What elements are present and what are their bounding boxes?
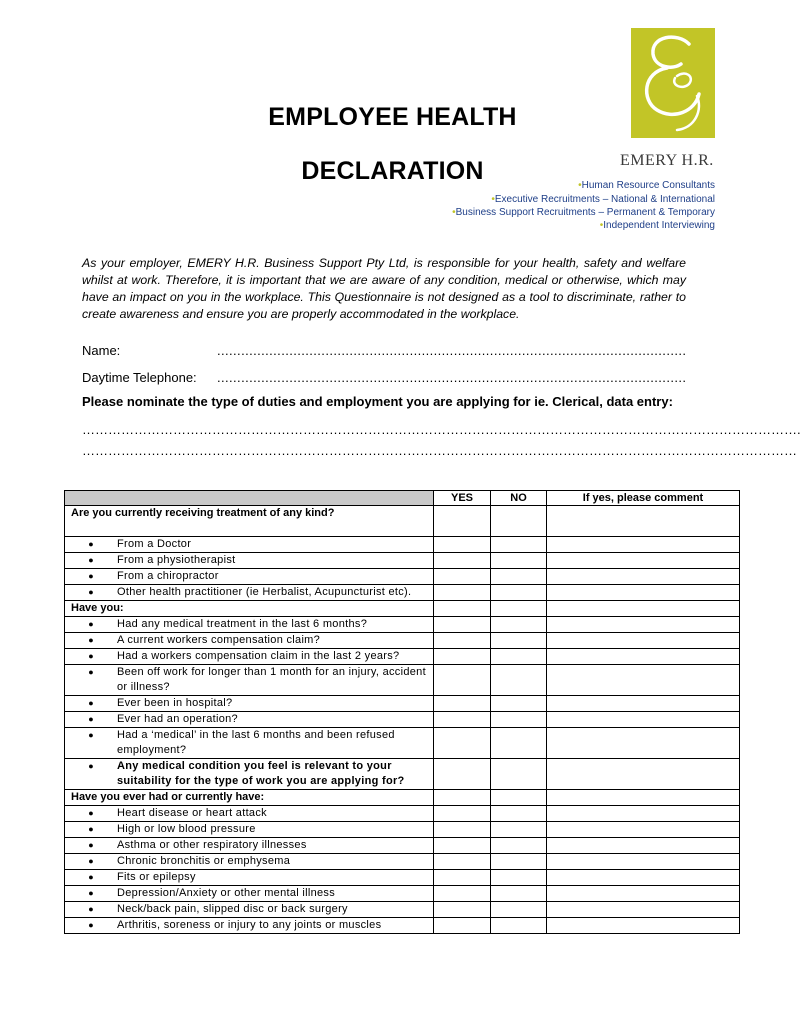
header-question <box>65 491 434 506</box>
yes-cell[interactable] <box>434 854 491 870</box>
question-text: Other health practitioner (ie Herbalist, Acupuncturist etc). <box>117 586 412 598</box>
yes-cell[interactable] <box>434 569 491 585</box>
bullet-icon: ● <box>88 920 94 930</box>
yes-cell[interactable] <box>434 822 491 838</box>
no-cell[interactable] <box>491 537 547 553</box>
comment-cell[interactable] <box>547 506 740 537</box>
no-cell[interactable] <box>491 649 547 665</box>
comment-cell[interactable] <box>547 553 740 569</box>
question-cell <box>65 696 434 712</box>
company-name: EMERY H.R. <box>620 152 714 169</box>
question-cell <box>65 712 434 728</box>
comment-cell[interactable] <box>547 790 740 806</box>
question-row <box>65 553 740 569</box>
bullet-icon: ● <box>88 587 94 597</box>
question-text: Arthritis, soreness or injury to any joints or muscles <box>117 919 382 931</box>
question-cell <box>65 506 434 537</box>
bullet-icon: ● <box>88 555 94 565</box>
header-no: NO <box>491 491 547 506</box>
bullet-icon: ● <box>88 824 94 834</box>
no-cell[interactable] <box>491 822 547 838</box>
no-cell[interactable] <box>491 838 547 854</box>
comment-cell[interactable] <box>547 806 740 822</box>
phone-field[interactable]: ..................................................................................................................... <box>217 370 687 385</box>
duties-question: Please nominate the type of duties and employment you are applying for ie. Clerical, data entry: <box>82 394 673 409</box>
yes-cell[interactable] <box>434 649 491 665</box>
question-text: Depression/Anxiety or other mental illness <box>117 887 336 899</box>
no-cell[interactable] <box>491 870 547 886</box>
comment-cell[interactable] <box>547 585 740 601</box>
bullet-icon: ● <box>88 730 94 740</box>
question-row <box>65 870 740 886</box>
bullet-icon: ● <box>88 888 94 898</box>
header-comment: If yes, please comment <box>547 491 740 506</box>
comment-cell[interactable] <box>547 759 740 790</box>
question-text: Neck/back pain, slipped disc or back surgery <box>117 903 348 915</box>
yes-cell[interactable] <box>434 712 491 728</box>
table-header-row <box>65 491 740 506</box>
question-row <box>65 537 740 553</box>
question-row <box>65 617 740 633</box>
no-cell[interactable] <box>491 585 547 601</box>
yes-cell[interactable] <box>434 506 491 537</box>
question-row <box>65 886 740 902</box>
question-text: A current workers compensation claim? <box>117 634 321 646</box>
question-text: From a physiotherapist <box>117 554 236 566</box>
question-text: Had a workers compensation claim in the last 2 years? <box>117 650 400 662</box>
question-text: Chronic bronchitis or emphysema <box>117 855 291 867</box>
question-text: Been off work for longer than 1 month for an injury, accident or illness? <box>117 666 426 693</box>
section-heading: Are you currently receiving treatment of any kind? <box>71 507 335 519</box>
bullet-icon: ● <box>88 635 94 645</box>
intro-paragraph: As your employer, EMERY H.R. Business Support Pty Ltd, is responsible for your health, safety and welfare whilst at work. Therefore, it is important that we are aware of any condition, medical or otherwise, which may have an impact on you in the workplace. This Questionnaire is not designed as a tool to discriminate, rather to create awareness and ensure you are properly accommodated in the workplace. <box>82 256 686 321</box>
bullet-icon: ● <box>88 904 94 914</box>
question-text: Fits or epilepsy <box>117 871 196 883</box>
bullet-icon: ● <box>88 808 94 818</box>
comment-cell[interactable] <box>547 870 740 886</box>
yes-cell[interactable] <box>434 902 491 918</box>
comment-cell[interactable] <box>547 696 740 712</box>
bullet-icon: ● <box>88 651 94 661</box>
no-cell[interactable] <box>491 790 547 806</box>
no-cell[interactable] <box>491 918 547 934</box>
section-heading: Have you: <box>71 602 124 614</box>
yes-cell[interactable] <box>434 806 491 822</box>
question-cell <box>65 585 434 601</box>
bullet-icon: ● <box>88 714 94 724</box>
no-cell[interactable] <box>491 569 547 585</box>
comment-cell[interactable] <box>547 649 740 665</box>
yes-cell[interactable] <box>434 728 491 759</box>
question-text: From a Doctor <box>117 538 192 550</box>
comment-cell[interactable] <box>547 902 740 918</box>
question-cell <box>65 854 434 870</box>
question-row <box>65 585 740 601</box>
question-row <box>65 569 740 585</box>
comment-cell[interactable] <box>547 617 740 633</box>
tagline-2: •Executive Recruitments – National & International <box>491 194 715 205</box>
question-row <box>65 649 740 665</box>
question-text: Had a ‘medical’ in the last 6 months and been refused employment? <box>117 729 395 756</box>
comment-cell[interactable] <box>547 665 740 696</box>
no-cell[interactable] <box>491 601 547 617</box>
yes-cell[interactable] <box>434 665 491 696</box>
tagline-3: •Business Support Recruitments – Permanent & Temporary <box>452 207 715 218</box>
question-row <box>65 696 740 712</box>
question-row <box>65 633 740 649</box>
question-row <box>65 806 740 822</box>
no-cell[interactable] <box>491 617 547 633</box>
script-e-logo-icon <box>637 30 709 136</box>
comment-cell[interactable] <box>547 838 740 854</box>
page-title-line2: DECLARATION <box>301 157 484 185</box>
yes-cell[interactable] <box>434 585 491 601</box>
question-row <box>65 838 740 854</box>
tagline-1: •Human Resource Consultants <box>578 180 715 191</box>
no-cell[interactable] <box>491 806 547 822</box>
emery-logo <box>631 28 715 138</box>
question-row <box>65 918 740 934</box>
question-text: Any medical condition you feel is relevant to your suitability for the type of work you are applying for? <box>117 760 405 787</box>
question-text: Had any medical treatment in the last 6 months? <box>117 618 368 630</box>
tagline-4: •Independent Interviewing <box>599 220 715 231</box>
name-label: Name: <box>82 343 121 358</box>
question-cell <box>65 728 434 759</box>
question-row <box>65 759 740 790</box>
no-cell[interactable] <box>491 553 547 569</box>
question-row <box>65 728 740 759</box>
section-heading: Have you ever had or currently have: <box>71 791 265 803</box>
comment-cell[interactable] <box>547 633 740 649</box>
question-cell <box>65 806 434 822</box>
question-cell <box>65 601 434 617</box>
question-cell <box>65 649 434 665</box>
health-questionnaire-table <box>64 490 740 934</box>
bullet-icon: ● <box>88 856 94 866</box>
yes-cell[interactable] <box>434 790 491 806</box>
question-cell <box>65 822 434 838</box>
yes-cell[interactable] <box>434 617 491 633</box>
duties-field-line2[interactable]: ………………………………………………………………………………………………………………………………………………… <box>82 443 797 458</box>
question-text: Asthma or other respiratory illnesses <box>117 839 307 851</box>
bullet-icon: ● <box>88 761 94 771</box>
yes-cell[interactable] <box>434 633 491 649</box>
phone-label: Daytime Telephone: <box>82 370 197 385</box>
no-cell[interactable] <box>491 886 547 902</box>
bullet-icon: ● <box>88 571 94 581</box>
name-field[interactable]: ..................................................................................................................... <box>217 343 687 358</box>
question-cell <box>65 902 434 918</box>
bullet-icon: ● <box>88 840 94 850</box>
page-title-line1: EMPLOYEE HEALTH <box>268 103 517 131</box>
question-cell <box>65 665 434 696</box>
bullet-icon: ● <box>88 872 94 882</box>
comment-cell[interactable] <box>547 728 740 759</box>
question-row <box>65 902 740 918</box>
comment-cell[interactable] <box>547 712 740 728</box>
question-text: Heart disease or heart attack <box>117 807 267 819</box>
no-cell[interactable] <box>491 728 547 759</box>
question-text: High or low blood pressure <box>117 823 256 835</box>
bullet-icon: ● <box>88 539 94 549</box>
question-cell <box>65 537 434 553</box>
comment-cell[interactable] <box>547 537 740 553</box>
no-cell[interactable] <box>491 665 547 696</box>
no-cell[interactable] <box>491 506 547 537</box>
yes-cell[interactable] <box>434 537 491 553</box>
yes-cell[interactable] <box>434 870 491 886</box>
question-row <box>65 665 740 696</box>
no-cell[interactable] <box>491 759 547 790</box>
question-cell <box>65 553 434 569</box>
bullet-icon: ● <box>88 698 94 708</box>
yes-cell[interactable] <box>434 918 491 934</box>
no-cell[interactable] <box>491 854 547 870</box>
duties-field-line1[interactable]: …………………………………………………………………………………………………………………………………………………. <box>82 422 801 437</box>
question-cell <box>65 790 434 806</box>
yes-cell[interactable] <box>434 601 491 617</box>
comment-cell[interactable] <box>547 822 740 838</box>
comment-cell[interactable] <box>547 569 740 585</box>
question-cell <box>65 633 434 649</box>
question-cell <box>65 569 434 585</box>
question-text: Ever been in hospital? <box>117 697 233 709</box>
no-cell[interactable] <box>491 902 547 918</box>
section-row <box>65 506 740 537</box>
yes-cell[interactable] <box>434 696 491 712</box>
comment-cell[interactable] <box>547 601 740 617</box>
question-cell <box>65 617 434 633</box>
comment-cell[interactable] <box>547 886 740 902</box>
comment-cell[interactable] <box>547 854 740 870</box>
bullet-icon: ● <box>88 619 94 629</box>
section-row <box>65 790 740 806</box>
yes-cell[interactable] <box>434 886 491 902</box>
yes-cell[interactable] <box>434 553 491 569</box>
question-row <box>65 822 740 838</box>
question-cell <box>65 918 434 934</box>
section-row <box>65 601 740 617</box>
comment-cell[interactable] <box>547 918 740 934</box>
no-cell[interactable] <box>491 712 547 728</box>
question-row <box>65 854 740 870</box>
question-cell <box>65 870 434 886</box>
question-text: From a chiropractor <box>117 570 219 582</box>
yes-cell[interactable] <box>434 759 491 790</box>
no-cell[interactable] <box>491 696 547 712</box>
question-cell <box>65 886 434 902</box>
question-text: Ever had an operation? <box>117 713 238 725</box>
question-cell <box>65 759 434 790</box>
header-yes: YES <box>434 491 491 506</box>
question-row <box>65 712 740 728</box>
yes-cell[interactable] <box>434 838 491 854</box>
question-cell <box>65 838 434 854</box>
no-cell[interactable] <box>491 633 547 649</box>
bullet-icon: ● <box>88 667 94 677</box>
